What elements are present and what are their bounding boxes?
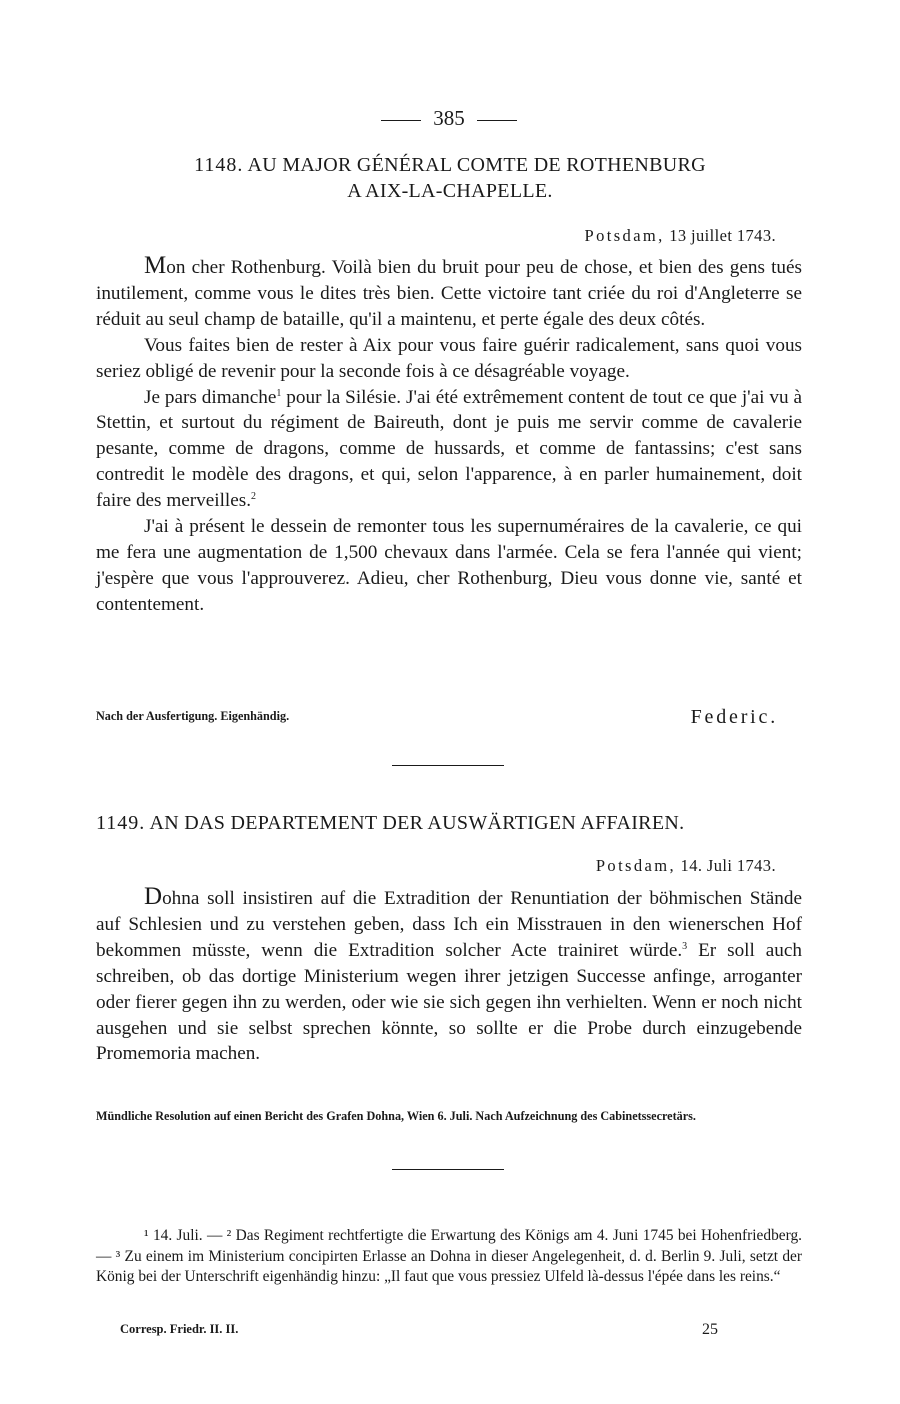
series-title: Corresp. Friedr. II. II. bbox=[120, 1322, 239, 1336]
page-number-value: 385 bbox=[433, 106, 465, 130]
letter-1148-signature: Federic. bbox=[690, 706, 778, 728]
letter-1149-paragraph bbox=[96, 884, 802, 1067]
drop-initial: D bbox=[144, 883, 163, 910]
letter-1149-date: 14. Juli 1743. bbox=[680, 856, 776, 875]
drop-initial: M bbox=[144, 252, 167, 279]
letter-1148-heading-line-1 bbox=[130, 152, 770, 178]
footnotes-text: ¹ 14. Juli. — ² Das Regiment rechtfertigte die Erwartung des Königs am 4. Juni 1745 bei Hohenfriedberg. — ³ Zu einem im Ministerium concipirten Erlasse an Dohna in dieser Angelegenheit, d. d. Berlin 9. Juli, setzt der König bei der Unterschrift eigenhändig hinzu: „Il faut que vous pressiez Ulfeld là-dessus l'épée dans les reins.“ bbox=[96, 1227, 802, 1285]
paragraph-text: ohna soll insistiren auf die Extradition der Renuntiation der böhmischen Stände auf Schlesien und zu verstehen geben, dass Ich ein Misstrauen in den wienerschen Hof bekommen müsste, wenn die Extradition solcher Acte trainiret würde. bbox=[96, 888, 802, 961]
book-page bbox=[96, 0, 802, 1404]
letter-1148-date-place: Potsdam, bbox=[584, 226, 665, 245]
letter-1148-heading bbox=[130, 152, 770, 204]
footnotes bbox=[96, 1226, 802, 1288]
paragraph-text: Vous faites bien de rester à Aix pour vous faire guérir radicalement, sans quoi vous seriez obligé de revenir pour la seconde fois à ce désagréable voyage. bbox=[96, 334, 802, 382]
letter-1148-dateline bbox=[585, 226, 776, 246]
letter-1148-heading-line-2: A AIX-LA-CHAPELLE. bbox=[347, 180, 553, 202]
letter-1149-date-place: Potsdam, bbox=[595, 856, 677, 875]
paragraph-text: Je pars dimanche bbox=[144, 386, 277, 408]
page-number-dash-left bbox=[381, 120, 421, 121]
letter-1148-paragraph-1 bbox=[96, 253, 802, 333]
letter-1148-paragraph-2 bbox=[96, 333, 802, 385]
paragraph-text: Er soll auch schreiben, ob das dortige Ministerium wegen ihrer jetzigen Successe anfinge, arroganter oder fierer gegen ihn zu werden, oder wie sie sich gegen ihn verhielten. Wenn er noch nicht ausgehen und sie selbst sprechen könnte, so sollte er die Probe durch einzugebende Promemoria machen. bbox=[96, 939, 802, 1065]
paragraph-text: on cher Rothenburg. Voilà bien du bruit pour peu de chose, et bien des gens tués inutilement, comme vous le dites très bien. Cette victoire tant criée du roi d'Angleterre se réduit au seul champ de bataille, qu'il a maintenu, et perte égale des deux côtés. bbox=[96, 257, 802, 330]
letter-1148-paragraph-4 bbox=[96, 514, 802, 618]
letter-1148-source-note: Nach der Ausfertigung. Eigenhändig. bbox=[96, 709, 290, 723]
letter-1148-number: 1148. bbox=[194, 154, 244, 176]
letter-1148-addressee: AU MAJOR GÉNÉRAL COMTE DE ROTHENBURG bbox=[247, 154, 706, 176]
letter-1149-source-note: Mündliche Resolution auf einen Bericht des Grafen Dohna, Wien 6. Juli. Nach Aufzeichnung des Cabinetssecretärs. bbox=[96, 1109, 696, 1123]
page-footer bbox=[120, 1322, 720, 1337]
section-divider bbox=[392, 765, 504, 766]
paragraph-text: J'ai à présent le dessein de remonter tous les supernuméraires de la cavalerie, ce qui me fera une augmentation de 1,500 chevaux dans l'armée. Cela se fera l'année qui vient; j'espère que vous l'approuverez. Adieu, cher Rothenburg, Dieu vous donne vie, santé et contentement. bbox=[96, 516, 802, 615]
page-number-dash-right bbox=[477, 120, 517, 121]
footnote-marker-1: 1 bbox=[276, 387, 282, 399]
letter-1149-heading bbox=[96, 810, 802, 836]
letter-1148-date: 13 juillet 1743. bbox=[669, 226, 776, 245]
footnote-marker-3: 3 bbox=[682, 940, 688, 952]
footnote-divider bbox=[392, 1169, 504, 1170]
letter-1148-paragraph-3 bbox=[96, 385, 802, 515]
page-number bbox=[96, 106, 802, 130]
letter-1149-dateline bbox=[596, 856, 776, 876]
letter-1148-body bbox=[96, 253, 802, 618]
footnote-marker-2: 2 bbox=[251, 491, 257, 503]
letter-1149-body bbox=[96, 884, 802, 1067]
paragraph-text: pour la Silésie. J'ai été extrêmement content de tout ce que j'ai vu à Stettin, et surtout du régiment de Baireuth, dont je puis me servir comme de cavalerie pesante, comme de dragons, comme de hussards, et comme de fantassins; c'est sans contredit le modèle des dragons, et qui, selon l'apparence, à en parler humainement, doit faire des merveilles. bbox=[96, 386, 802, 512]
signature-number: 25 bbox=[702, 1321, 718, 1338]
letter-1149-number: 1149. bbox=[96, 812, 146, 834]
letter-1149-addressee: AN DAS DEPARTEMENT DER AUSWÄRTIGEN AFFAIREN. bbox=[149, 812, 685, 834]
